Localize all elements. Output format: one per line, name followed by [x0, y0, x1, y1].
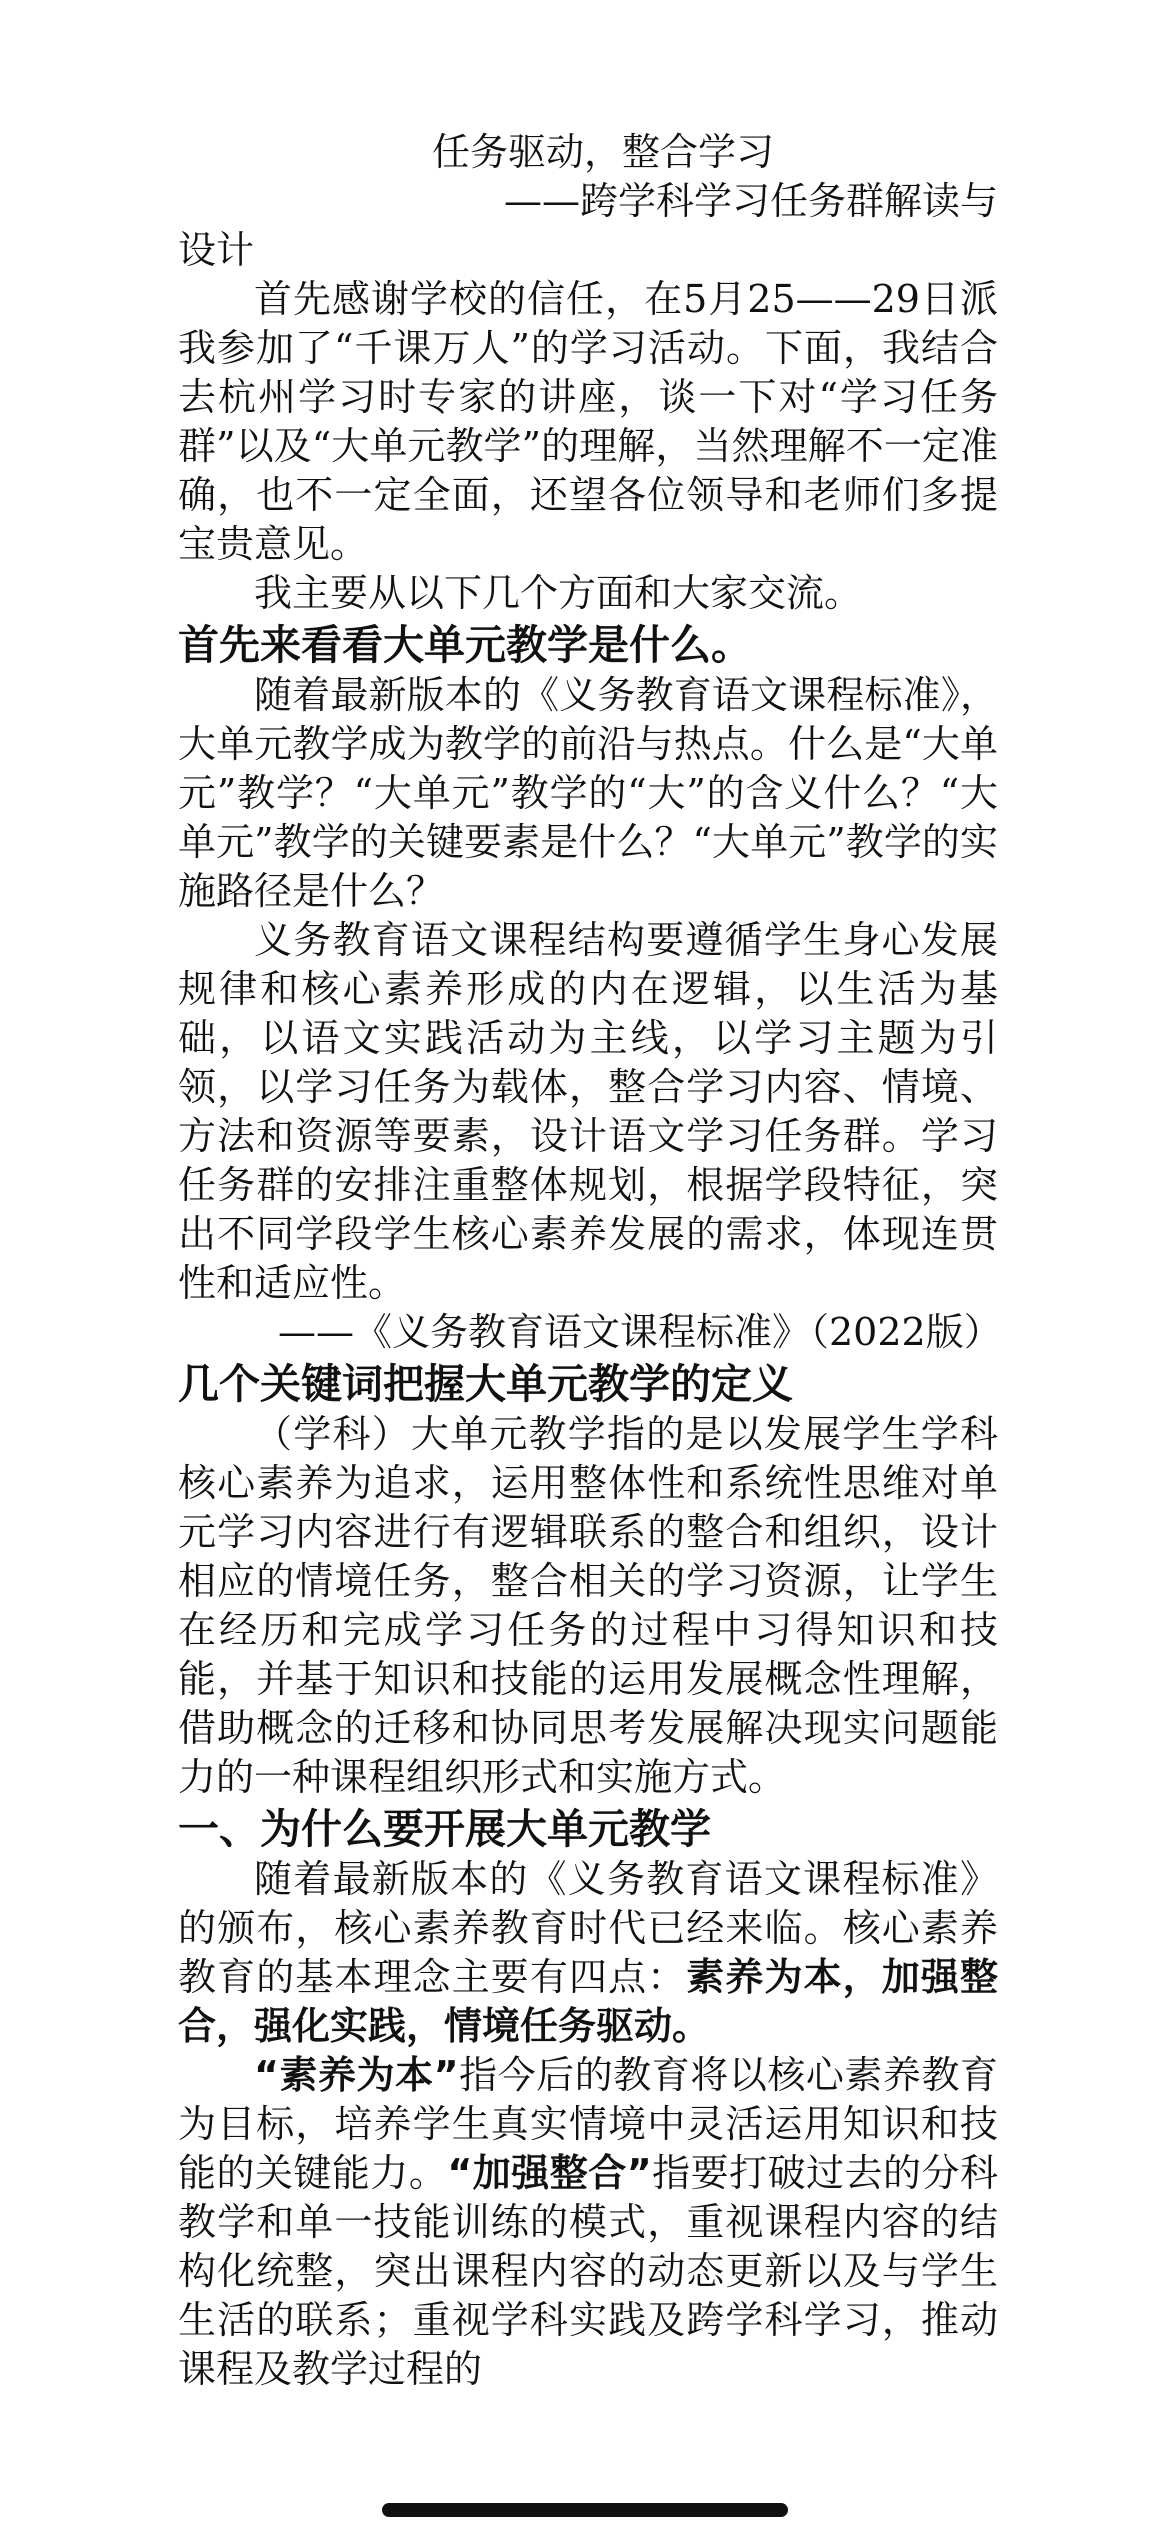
principle-term-integration: “加强整合”	[447, 2151, 652, 2195]
document-title: 任务驱动，整合学习	[431, 130, 774, 174]
principles-paragraph	[178, 2051, 998, 2394]
section-heading-why: 一、为什么要开展大单元教学	[178, 1805, 711, 1853]
section-heading-definition: 几个关键词把握大单元教学的定义	[178, 1360, 793, 1408]
outline-paragraph: 我主要从以下几个方面和大家交流。	[254, 571, 863, 615]
section-heading-what: 首先来看看大单元教学是什么。	[178, 621, 752, 669]
document-subtitle-tail: 设计	[178, 228, 255, 272]
definition-paragraph: （学科）大单元教学指的是以发展学生学科核心素养为追求，运用整体性和系统性思维对单元学习内容进行有逻辑联系的整合和组织，设计相应的情境任务，整合相关的学习资源，让学生在经历和完成学习任务的过程中习得知识和技能，并基于知识和技能的运用发展概念性理解，借助概念的迁移和协同思考发展解决现实问题能力的一种课程组织形式和实施方式。	[178, 1412, 998, 1799]
standard-quote-paragraph: 义务教育语文课程结构要遵循学生身心发展规律和核心素养形成的内在逻辑，以生活为基础，以语文实践活动为主线，以学习主题为引领，以学习任务为载体，整合学习内容、情境、方法和资源等要素，设计语文学习任务群。学习任务群的安排注重整体规划，根据学段特征，突出不同学段学生核心素养发展的需求，体现连贯性和适应性。	[178, 918, 998, 1305]
home-indicator[interactable]	[382, 2503, 788, 2517]
principle-text-literacy: 指今后的教育将以核心素养教育为目标，培养学生真实情境中灵活运用知识和技能的关键能力。	[178, 2053, 998, 2195]
principle-term-literacy: “素养为本”	[254, 2053, 459, 2097]
quote-citation: ——《义务教育语文课程标准》（2022版）	[278, 1310, 1002, 1354]
document-body	[178, 128, 1002, 2394]
intro-paragraph: 首先感谢学校的信任，在5月25——29日派我参加了“千课万人”的学习活动。下面，我结合去杭州学习时专家的讲座，谈一下对“学习任务群”以及“大单元教学”的理解，当然理解不一定准确，也不一定全面，还望各位领导和老师们多提宝贵意见。	[178, 277, 998, 566]
document-subtitle: ——跨学科学习任务群解读与	[503, 179, 998, 223]
questions-paragraph: 随着最新版本的《义务教育语文课程标准》，大单元教学成为教学的前沿与热点。什么是“大单元”教学？“大单元”教学的“大”的含义什么？“大单元”教学的关键要素是什么？“大单元”教学的实施路径是什么？	[178, 673, 998, 913]
why-paragraph-lead: 随着最新版本的《义务教育语文课程标准》的颁布，核心素养教育时代已经来临。核心素养教育的基本理念主要有四点：	[178, 1857, 998, 1999]
principle-text-integration: 指要打破过去的分科教学和单一技能训练的模式，重视课程内容的结构化统整，突出课程内容的动态更新以及与学生生活的联系；重视学科实践及跨学科学习，推动课程及教学过程的	[178, 2151, 998, 2391]
why-paragraph-key-points: 素养为本，加强整合，强化实践，情境任务驱动。	[178, 1955, 998, 2048]
why-paragraph	[178, 1855, 998, 2051]
